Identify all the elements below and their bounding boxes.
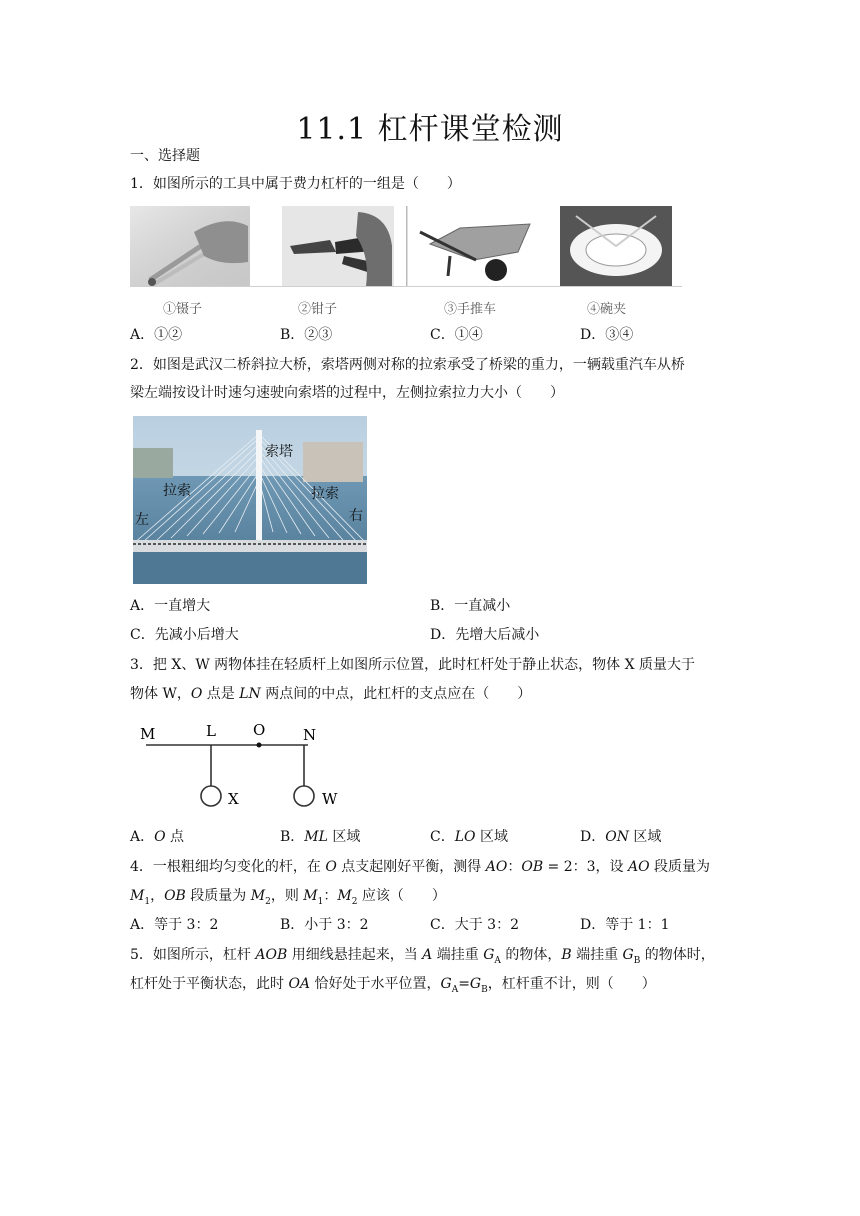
caption-tweezers: ①镊子 [163, 302, 203, 317]
object-x-label: X [228, 790, 239, 808]
question-2-stem-line-2: 梁左端按设计时速匀速驶向索塔的过程中，左侧拉索拉力大小（ ） [130, 385, 564, 401]
lever-diagram [134, 718, 354, 810]
label-cable-left: 拉索 [163, 482, 191, 498]
caption-wheelbarrow: ③手推车 [444, 302, 497, 317]
question-3-option-a[interactable]: A．O 点 [130, 829, 185, 845]
question-3-stem-line-1: 3．把 X、W 两物体挂在轻质杆上如图所示位置，此时杠杆处于静止状态，物体 X 质量大于 [130, 657, 696, 673]
section-heading: 一、选择题 [130, 148, 200, 164]
question-1-option-a[interactable]: A．①② [130, 327, 183, 343]
label-right: 右 [349, 507, 363, 523]
object-w-label: W [322, 790, 338, 808]
question-4-option-c[interactable]: C．大于 3：2 [430, 917, 519, 933]
label-cable-right: 拉索 [311, 485, 339, 501]
question-5-stem-line-1: 5．如图所示，杠杆 AOB 用细线悬挂起来，当 A 端挂重 $G_A$ 的物体，B 端挂重 $G_B$ 的物体时， [130, 947, 715, 966]
caption-bowl-clip: ④碗夹 [587, 302, 627, 317]
question-4-stem-line-2: $M_1$，OB 段质量为 $M_2$，则 $M_1$：$M_2$ 应该（ ） [130, 888, 446, 907]
question-2-option-d[interactable]: D．先增大后减小 [430, 627, 540, 643]
question-1-option-c[interactable]: C．①④ [430, 327, 483, 343]
bridge-photo [133, 416, 367, 584]
question-1-option-d[interactable]: D．③④ [580, 327, 634, 343]
question-2-option-a[interactable]: A．一直增大 [130, 598, 211, 614]
point-l-label: L [206, 722, 216, 740]
caption-pliers: ②钳子 [298, 302, 338, 317]
question-3-option-c[interactable]: C．LO 区域 [430, 829, 508, 845]
page-title: 11.1 杠杆课堂检测 [296, 112, 564, 147]
point-o-label: O [253, 721, 266, 739]
question-2-option-b[interactable]: B．一直减小 [430, 598, 511, 614]
question-4-option-a[interactable]: A．等于 3：2 [130, 917, 219, 933]
question-4-option-d[interactable]: D．等于 1：1 [580, 917, 670, 933]
point-m-label: M [140, 725, 156, 743]
question-5-stem-line-2: 杠杆处于平衡状态，此时 OA 恰好处于水平位置，$G_A=G_B$，杠杆重不计，则（ ） [130, 976, 656, 995]
question-3-option-b[interactable]: B．ML 区域 [280, 829, 361, 845]
question-3-option-d[interactable]: D．ON 区域 [580, 829, 662, 845]
question-3-stem-line-2: 物体 W，O 点是 LN 两点间的中点，此杠杆的支点应在（ ） [130, 686, 532, 702]
question-1-option-b[interactable]: B．②③ [280, 327, 333, 343]
label-left: 左 [135, 511, 149, 527]
question-4-option-b[interactable]: B．小于 3：2 [280, 917, 369, 933]
question-2-option-c[interactable]: C．先减小后增大 [130, 627, 239, 643]
point-n-label: N [303, 726, 317, 744]
question-2-stem-line-1: 2．如图是武汉二桥斜拉大桥，索塔两侧对称的拉索承受了桥梁的重力，一辆载重汽车从桥 [130, 357, 685, 373]
label-tower: 索塔 [265, 443, 293, 459]
question-4-stem-line-1: 4．一根粗细均匀变化的杆，在 O 点支起刚好平衡，测得 AO：OB = 2：3，设 AO 段质量为 [130, 859, 711, 875]
question-1-stem: 1．如图所示的工具中属于费力杠杆的一组是（ ） [130, 176, 461, 192]
